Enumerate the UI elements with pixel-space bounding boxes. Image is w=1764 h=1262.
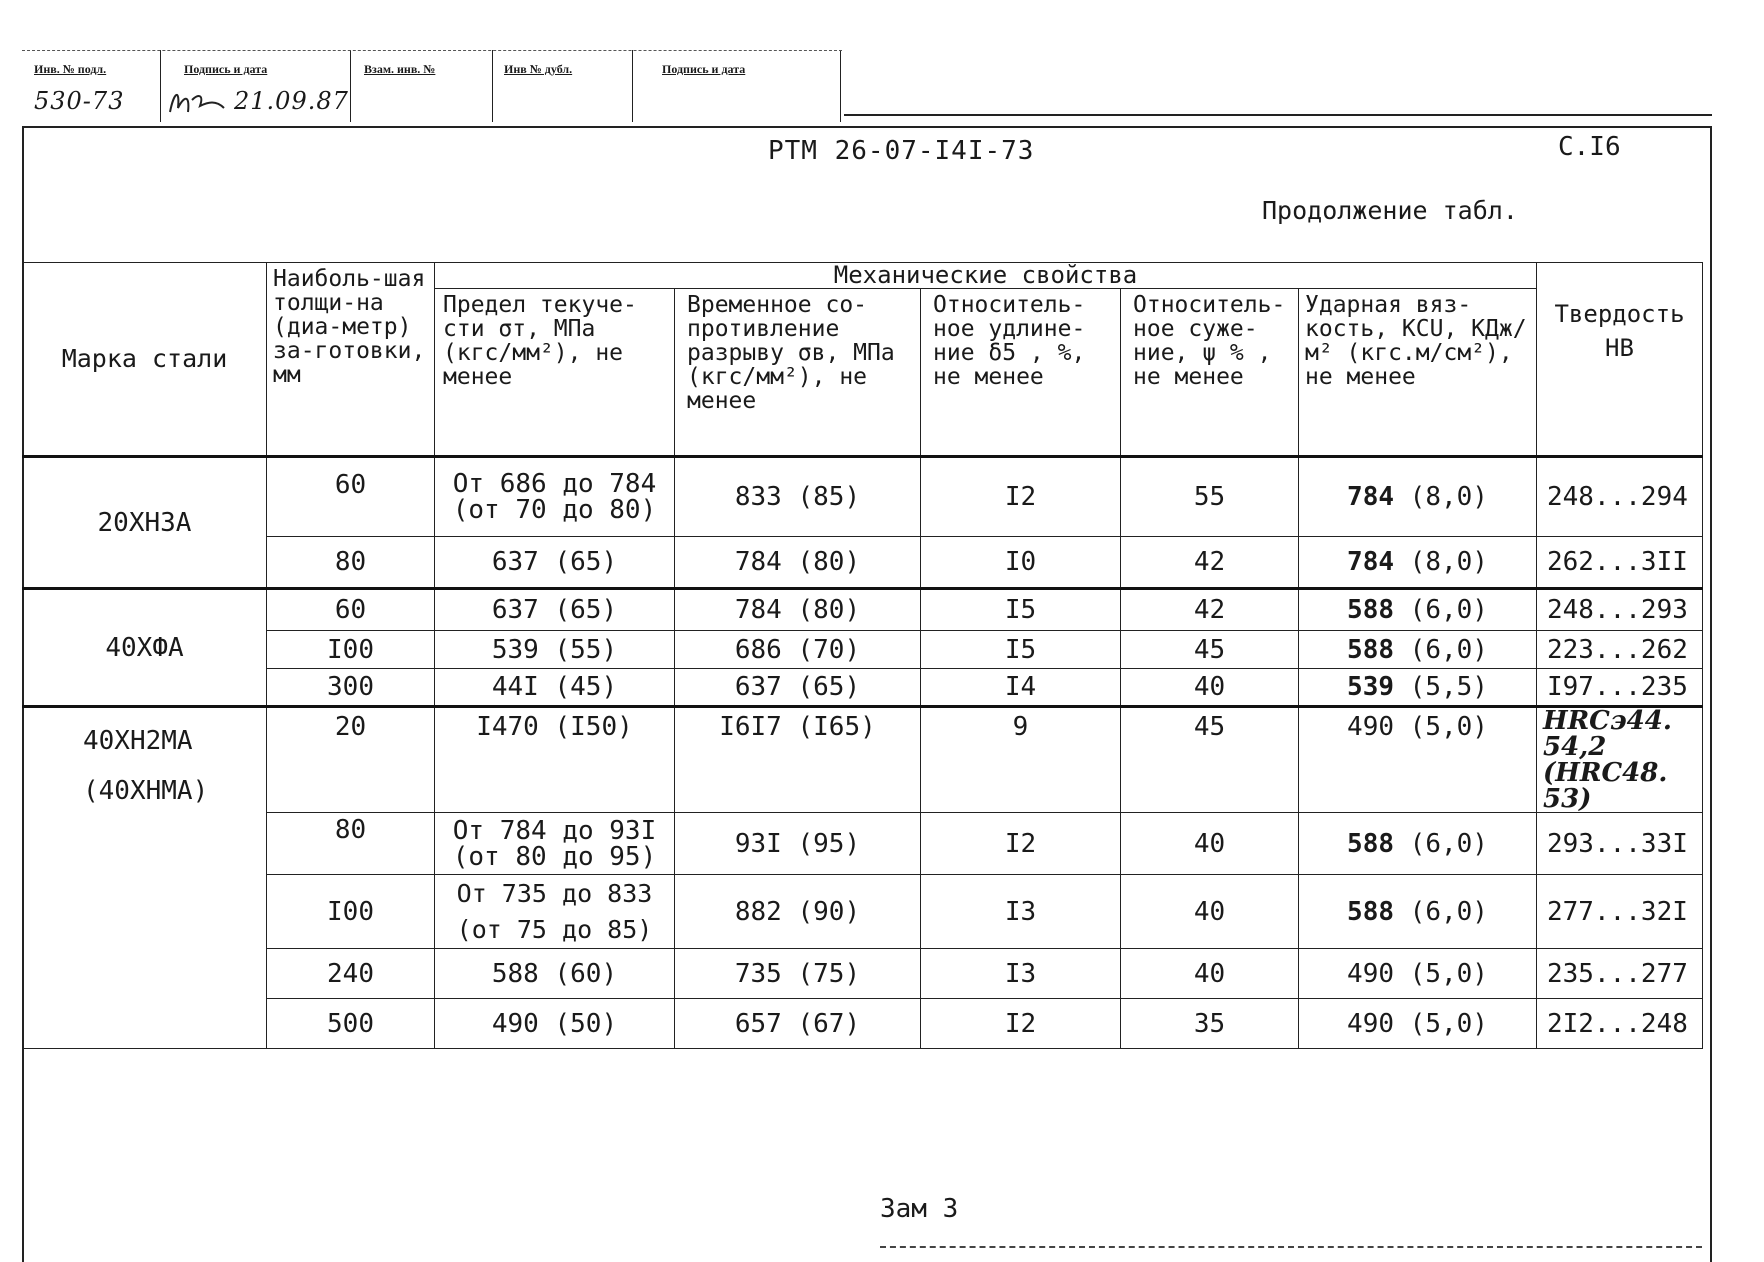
yield-cell: От 784 до 93I (от 80 до 95) <box>435 813 675 875</box>
elongation-cell: I4 <box>921 669 1121 707</box>
page-number: С.I6 <box>1558 132 1621 162</box>
table-row <box>23 707 1703 813</box>
table-row <box>23 537 1703 589</box>
table-row <box>23 589 1703 631</box>
impact-cell: 490 (5,0) <box>1299 949 1537 999</box>
elongation-cell: I5 <box>921 589 1121 631</box>
thickness-cell: 60 <box>267 589 435 631</box>
hardness-cell: 262...3II <box>1537 537 1703 589</box>
hardness-cell: 223...262 <box>1537 631 1703 669</box>
thickness-cell: 240 <box>267 949 435 999</box>
header-thickness: Наиболь-шая толщи-на (диа-метр) за-готовки, мм <box>267 263 435 457</box>
thickness-cell: I00 <box>267 631 435 669</box>
table-row <box>23 813 1703 875</box>
tensile-cell: I6I7 (I65) <box>675 707 921 813</box>
impact-value-kgf: (6,0) <box>1409 634 1488 665</box>
elongation-cell: I5 <box>921 631 1121 669</box>
elongation-cell: I3 <box>921 875 1121 949</box>
tensile-cell: 637 (65) <box>675 669 921 707</box>
stamp-header-dup-inv: Инв № дубл. <box>504 62 573 76</box>
table-continuation: Продолжение табл. <box>1262 196 1518 225</box>
tensile-cell: 833 (85) <box>675 457 921 537</box>
hardness-cell: 293...33I <box>1537 813 1703 875</box>
hardness-hrc-value: HRCэ44. 54,2 <box>1543 706 1672 762</box>
yield-cell: 539 (55) <box>435 631 675 669</box>
reduction-cell: 42 <box>1121 589 1299 631</box>
elongation-cell: I2 <box>921 457 1121 537</box>
impact-cell <box>1299 631 1537 669</box>
impact-cell <box>1299 813 1537 875</box>
elongation-cell: I3 <box>921 949 1121 999</box>
header-elongation: Относитель-ное удлине-ние δ5 , %, не менее <box>921 289 1121 457</box>
tensile-cell: 686 (70) <box>675 631 921 669</box>
reduction-cell: 42 <box>1121 537 1299 589</box>
impact-value-kgf: (5,5) <box>1409 672 1488 702</box>
impact-value: 784 <box>1347 482 1395 512</box>
thickness-cell: I00 <box>267 875 435 949</box>
impact-value: 588 <box>1347 595 1395 625</box>
stamp-header-signature-date: Подпись и дата <box>184 62 268 76</box>
impact-cell: 490 (5,0) <box>1299 707 1537 813</box>
yield-cell: 637 (65) <box>435 589 675 631</box>
grade-name: 40ХН2МА <box>83 726 193 756</box>
revision-note: Зам 3 <box>880 1194 959 1224</box>
hardness-hrc-alt-value: (HRC48. 53) <box>1543 758 1668 814</box>
tensile-cell: 735 (75) <box>675 949 921 999</box>
grade-alt-name: (40ХНМА) <box>83 776 209 806</box>
header-mechanical-group: Механические свойства <box>435 263 1537 289</box>
tensile-cell: 93I (95) <box>675 813 921 875</box>
tensile-cell: 784 (80) <box>675 589 921 631</box>
header-grade: Марка стали <box>23 263 267 457</box>
impact-value-kgf: (8,0) <box>1409 547 1488 577</box>
tensile-cell: 784 (80) <box>675 537 921 589</box>
table-row <box>23 949 1703 999</box>
impact-value-kgf: (6,0) <box>1409 896 1488 927</box>
impact-value: 588 <box>1347 896 1395 927</box>
table-row <box>23 457 1703 537</box>
tensile-cell: 657 (67) <box>675 999 921 1049</box>
hardness-cell <box>1537 707 1703 813</box>
table-row <box>23 999 1703 1049</box>
table-row <box>23 669 1703 707</box>
grade-cell: 20ХН3А <box>23 457 267 589</box>
thickness-cell: 80 <box>267 813 435 875</box>
hardness-cell: 248...294 <box>1537 457 1703 537</box>
elongation-cell: 9 <box>921 707 1121 813</box>
reduction-cell: 35 <box>1121 999 1299 1049</box>
reduction-cell: 40 <box>1121 669 1299 707</box>
impact-cell <box>1299 875 1537 949</box>
impact-value-kgf: (6,0) <box>1409 828 1488 859</box>
reduction-cell: 40 <box>1121 813 1299 875</box>
header-yield: Предел текуче-сти σт, МПа (кгс/мм²), не менее <box>435 289 675 457</box>
impact-value: 588 <box>1347 828 1395 859</box>
hardness-cell: I97...235 <box>1537 669 1703 707</box>
header-reduction: Относитель-ное суже-ние, ψ % , не менее <box>1121 289 1299 457</box>
stamp-header-replace-inv: Взам. инв. № <box>364 62 436 76</box>
tensile-cell: 882 (90) <box>675 875 921 949</box>
impact-cell <box>1299 537 1537 589</box>
yield-cell: 490 (50) <box>435 999 675 1049</box>
thickness-cell: 60 <box>267 457 435 537</box>
mechanical-properties-table <box>22 262 1703 1049</box>
elongation-cell: I2 <box>921 813 1121 875</box>
stamp-header-inv-no: Инв. № подл. <box>34 62 107 76</box>
impact-value: 588 <box>1347 634 1395 665</box>
grade-cell: 40ХФА <box>23 589 267 707</box>
hardness-cell: 235...277 <box>1537 949 1703 999</box>
thickness-cell: 500 <box>267 999 435 1049</box>
table-row <box>23 875 1703 949</box>
header-tensile: Временное со-противление разрыву σв, МПа (кгс/мм²), не менее <box>675 289 921 457</box>
impact-cell: 490 (5,0) <box>1299 999 1537 1049</box>
hardness-cell: 2I2...248 <box>1537 999 1703 1049</box>
reduction-cell: 45 <box>1121 631 1299 669</box>
hardness-cell: 277...32I <box>1537 875 1703 949</box>
thickness-cell: 20 <box>267 707 435 813</box>
header-hardness: Твердость НВ <box>1537 263 1703 457</box>
impact-value: 784 <box>1347 547 1395 577</box>
yield-cell: 588 (60) <box>435 949 675 999</box>
impact-cell <box>1299 589 1537 631</box>
signature-icon <box>164 82 234 122</box>
reduction-cell: 45 <box>1121 707 1299 813</box>
elongation-cell: I0 <box>921 537 1121 589</box>
reduction-cell: 55 <box>1121 457 1299 537</box>
header-impact: Ударная вяз-кость, KCU, КДж/м² (кгс.м/см²), не менее <box>1299 289 1537 457</box>
yield-cell: От 735 до 833 (от 75 до 85) <box>435 875 675 949</box>
stamp-block <box>22 50 844 122</box>
impact-value-kgf: (8,0) <box>1409 482 1488 512</box>
elongation-cell: I2 <box>921 999 1121 1049</box>
yield-cell: I470 (I50) <box>435 707 675 813</box>
table-row <box>23 631 1703 669</box>
impact-cell <box>1299 669 1537 707</box>
impact-value-kgf: (6,0) <box>1409 595 1488 625</box>
thickness-cell: 80 <box>267 537 435 589</box>
yield-cell: 637 (65) <box>435 537 675 589</box>
stamp-date-value: 21.09.87 <box>234 87 349 115</box>
yield-cell: От 686 до 784 (от 70 до 80) <box>435 457 675 537</box>
reduction-cell: 40 <box>1121 949 1299 999</box>
reduction-cell: 40 <box>1121 875 1299 949</box>
document-title: РТМ 26-07-I4I-73 <box>768 136 1035 166</box>
impact-value: 539 <box>1347 672 1395 702</box>
thickness-cell: 300 <box>267 669 435 707</box>
stamp-header-signature-date-2: Подпись и дата <box>662 62 746 76</box>
stamp-inv-no-value: 530-73 <box>34 87 125 115</box>
impact-cell <box>1299 457 1537 537</box>
hardness-cell: 248...293 <box>1537 589 1703 631</box>
grade-cell <box>23 707 267 1049</box>
yield-cell: 44I (45) <box>435 669 675 707</box>
